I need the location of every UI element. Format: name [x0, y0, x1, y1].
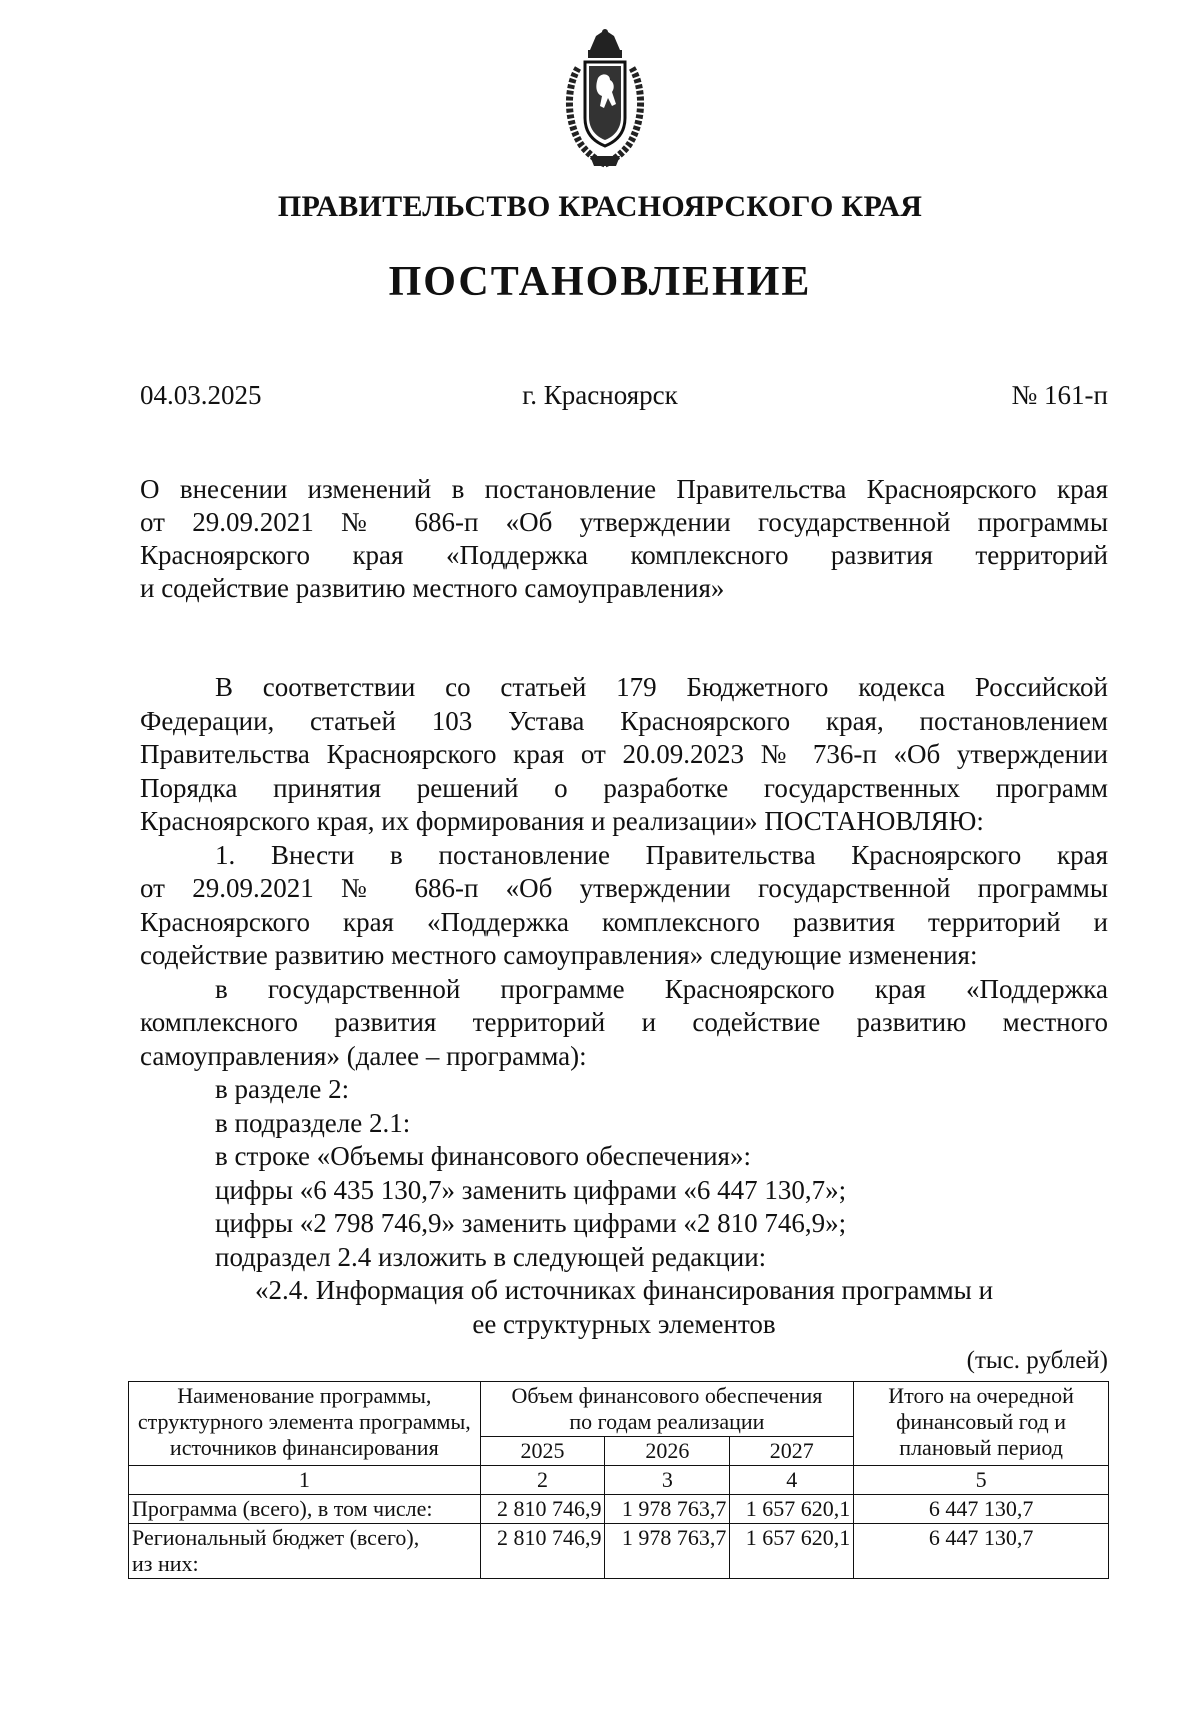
- table-row: [129, 1495, 1109, 1524]
- header-name: Наименование программы, структурного элемента программы, источников финансирования: [129, 1382, 481, 1466]
- column-number-row: [129, 1466, 1109, 1495]
- change-line: в разделе 2:: [215, 1074, 350, 1104]
- coat-of-arms-icon: [560, 28, 650, 170]
- row-value-2027: 1 657 620,1: [730, 1524, 854, 1579]
- table-header-row: [129, 1382, 1109, 1437]
- change-line: цифры «6 435 130,7» заменить цифрами «6 447 130,7»;: [215, 1174, 847, 1205]
- document-type-heading: ПОСТАНОВЛЕНИЕ: [388, 259, 812, 305]
- header-volume: Объем финансового обеспечения по годам реализации: [480, 1382, 854, 1437]
- subsection-title: ее структурных элементов: [472, 1308, 776, 1339]
- column-number: 3: [605, 1466, 730, 1495]
- title-line: от 29.09.2021 № 686-п «Об утверждении государственной программы: [140, 507, 1108, 537]
- preamble-line: Правительства Красноярского края от 20.09.2023 № 736-п «Об утверждении: [140, 739, 1108, 769]
- program-line: самоуправления» (далее – программа):: [140, 1040, 587, 1071]
- header-year: 2026: [605, 1437, 730, 1466]
- table-row: [129, 1524, 1109, 1579]
- preamble-line: Федерации, статьей 103 Устава Красноярского края, постановлением: [140, 705, 1108, 736]
- document-number: № 161-п: [1011, 380, 1108, 410]
- title-line: Красноярского края «Поддержка комплексного развития территорий: [140, 540, 1108, 570]
- change-line: в строке «Объемы финансового обеспечения»:: [215, 1141, 751, 1171]
- row-value-2025: 2 810 746,9: [480, 1524, 605, 1579]
- document-date: 04.03.2025: [140, 380, 262, 410]
- item1-line: от 29.09.2021 № 686-п «Об утверждении государственной программы: [140, 873, 1108, 903]
- header-total: Итого на очередной финансовый год и плановый период: [854, 1382, 1109, 1466]
- column-number: 5: [854, 1466, 1109, 1495]
- change-line: цифры «2 798 746,9» заменить цифрами «2 810 746,9»;: [215, 1208, 847, 1238]
- item1-line: 1. Внести в постановление Правительства Красноярского края: [215, 839, 1108, 870]
- row-value-2027: 1 657 620,1: [730, 1495, 854, 1524]
- preamble-line: Порядка принятия решений о разработке государственных программ: [140, 772, 1108, 803]
- preamble-line: Красноярского края, их формирования и реализации» ПОСТАНОВЛЯЮ:: [140, 806, 984, 836]
- header-year: 2025: [480, 1437, 605, 1466]
- column-number: 4: [730, 1466, 854, 1495]
- document-city: г. Красноярск: [522, 380, 678, 410]
- row-name: Программа (всего), в том числе:: [129, 1495, 481, 1524]
- program-line: в государственной программе Красноярского края «Поддержка: [215, 973, 1108, 1004]
- title-line: и содействие развитию местного самоуправления»: [140, 573, 725, 603]
- item1-line: содействие развитию местного самоуправления» следующие изменения:: [140, 940, 978, 970]
- financing-table: [128, 1381, 1109, 1579]
- program-line: комплексного развития территорий и содействие развитию местного: [140, 1007, 1108, 1037]
- row-name: Региональный бюджет (всего), из них:: [129, 1524, 481, 1579]
- document-body: [140, 671, 1108, 1341]
- row-total: 6 447 130,7: [854, 1495, 1109, 1524]
- title-line: О внесении изменений в постановление Правительства Красноярского края: [140, 474, 1108, 504]
- organization-heading: ПРАВИТЕЛЬСТВО КРАСНОЯРСКОГО КРАЯ: [277, 190, 923, 223]
- change-line: в подразделе 2.1:: [215, 1107, 411, 1138]
- change-line: подраздел 2.4 изложить в следующей редакции:: [215, 1241, 767, 1272]
- row-value-2025: 2 810 746,9: [480, 1495, 605, 1524]
- subsection-title: «2.4. Информация об источниках финансирования программы и: [254, 1275, 994, 1305]
- preamble-line: В соответствии со статьей 179 Бюджетного кодекса Российской: [215, 672, 1108, 702]
- header-year: 2027: [730, 1437, 854, 1466]
- row-total: 6 447 130,7: [854, 1524, 1109, 1579]
- row-value-2026: 1 978 763,7: [605, 1524, 730, 1579]
- document-title: [140, 473, 1108, 605]
- column-number: 2: [480, 1466, 605, 1495]
- item1-line: Красноярского края «Поддержка комплексного развития территорий и: [140, 906, 1108, 937]
- row-value-2026: 1 978 763,7: [605, 1495, 730, 1524]
- table-unit: (тыс. рублей): [966, 1347, 1108, 1374]
- column-number: 1: [129, 1466, 481, 1495]
